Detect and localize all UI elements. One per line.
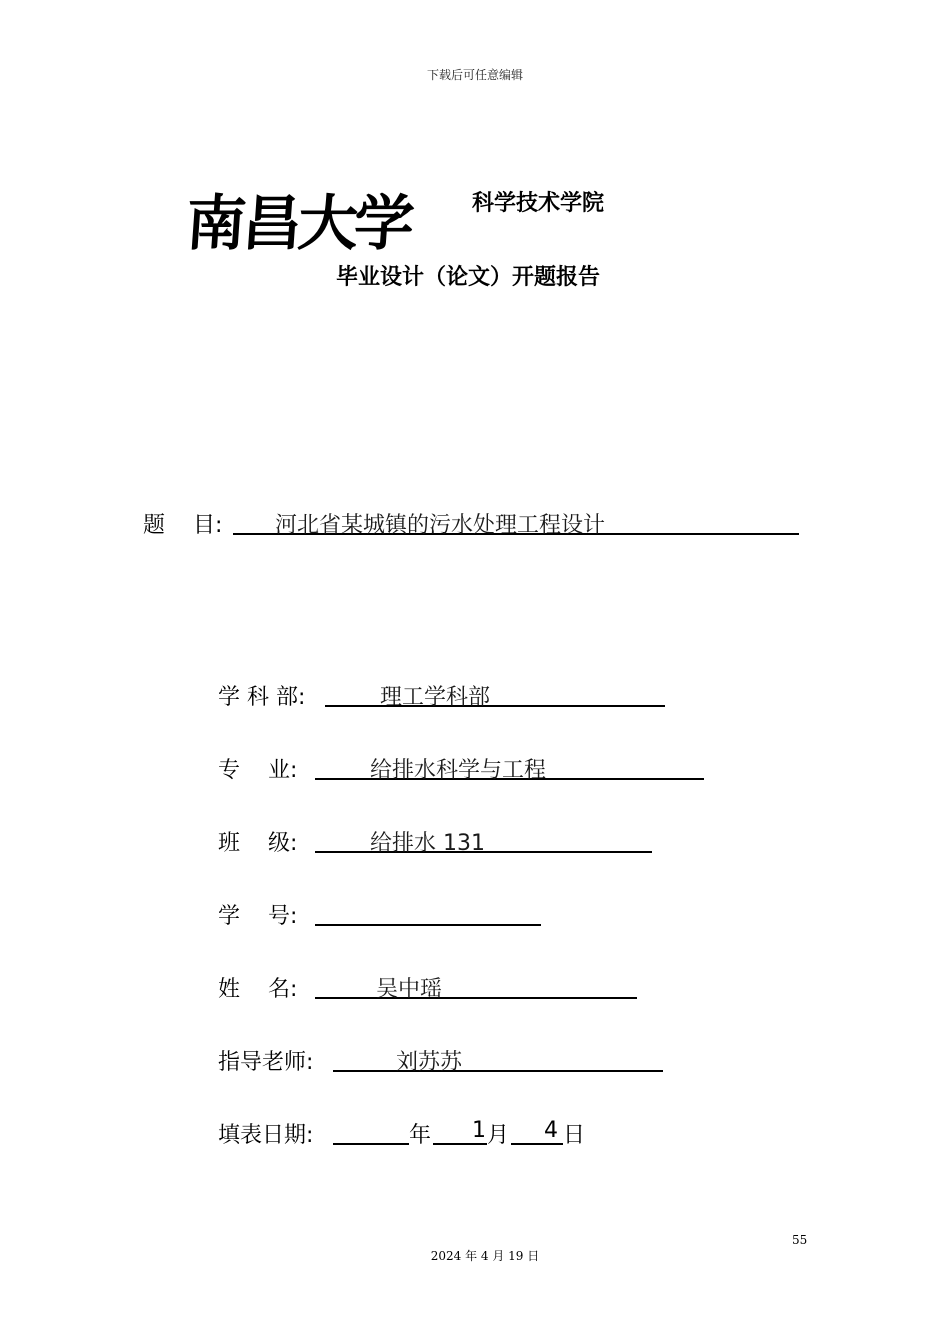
student-id-label: 学 号: <box>218 904 298 929</box>
school-name: 科学技术学院 <box>472 191 605 216</box>
year-unit: 年 <box>409 1123 432 1148</box>
department-label: 学 科 部: <box>218 685 306 710</box>
advisor-value: 刘苏苏 <box>396 1050 463 1075</box>
month-value: 1 <box>472 1118 486 1143</box>
university-logo: 南昌大学 <box>183 189 413 259</box>
major-value: 给排水科学与工程 <box>370 758 547 783</box>
footer-date: 2024 年 4 月 19 日 <box>430 1249 540 1263</box>
advisor-label: 指导老师: <box>218 1050 314 1075</box>
name-underline <box>315 970 637 999</box>
advisor-underline <box>333 1043 663 1072</box>
major-label: 专 业: <box>218 758 298 783</box>
topic-label: 题 目: <box>143 513 223 538</box>
name-label: 姓 名: <box>218 977 298 1002</box>
department-value: 理工学科部 <box>380 685 491 710</box>
date-label: 填表日期: <box>218 1123 314 1148</box>
day-value: 4 <box>544 1118 558 1143</box>
name-value: 吴中瑶 <box>376 977 443 1002</box>
page-number: 55 <box>792 1233 808 1247</box>
report-title: 毕业设计（论文）开题报告 <box>336 265 601 290</box>
topic-value: 河北省某城镇的污水处理工程设计 <box>275 513 606 538</box>
class-label: 班 级: <box>218 831 298 856</box>
department-underline <box>325 678 665 707</box>
month-unit: 月 <box>487 1123 510 1148</box>
header-note: 下载后可任意编辑 <box>426 68 523 82</box>
day-unit: 日 <box>563 1123 586 1148</box>
year-underline <box>333 1116 409 1145</box>
student-id-underline <box>315 897 541 926</box>
class-value: 给排水 131 <box>370 831 485 856</box>
